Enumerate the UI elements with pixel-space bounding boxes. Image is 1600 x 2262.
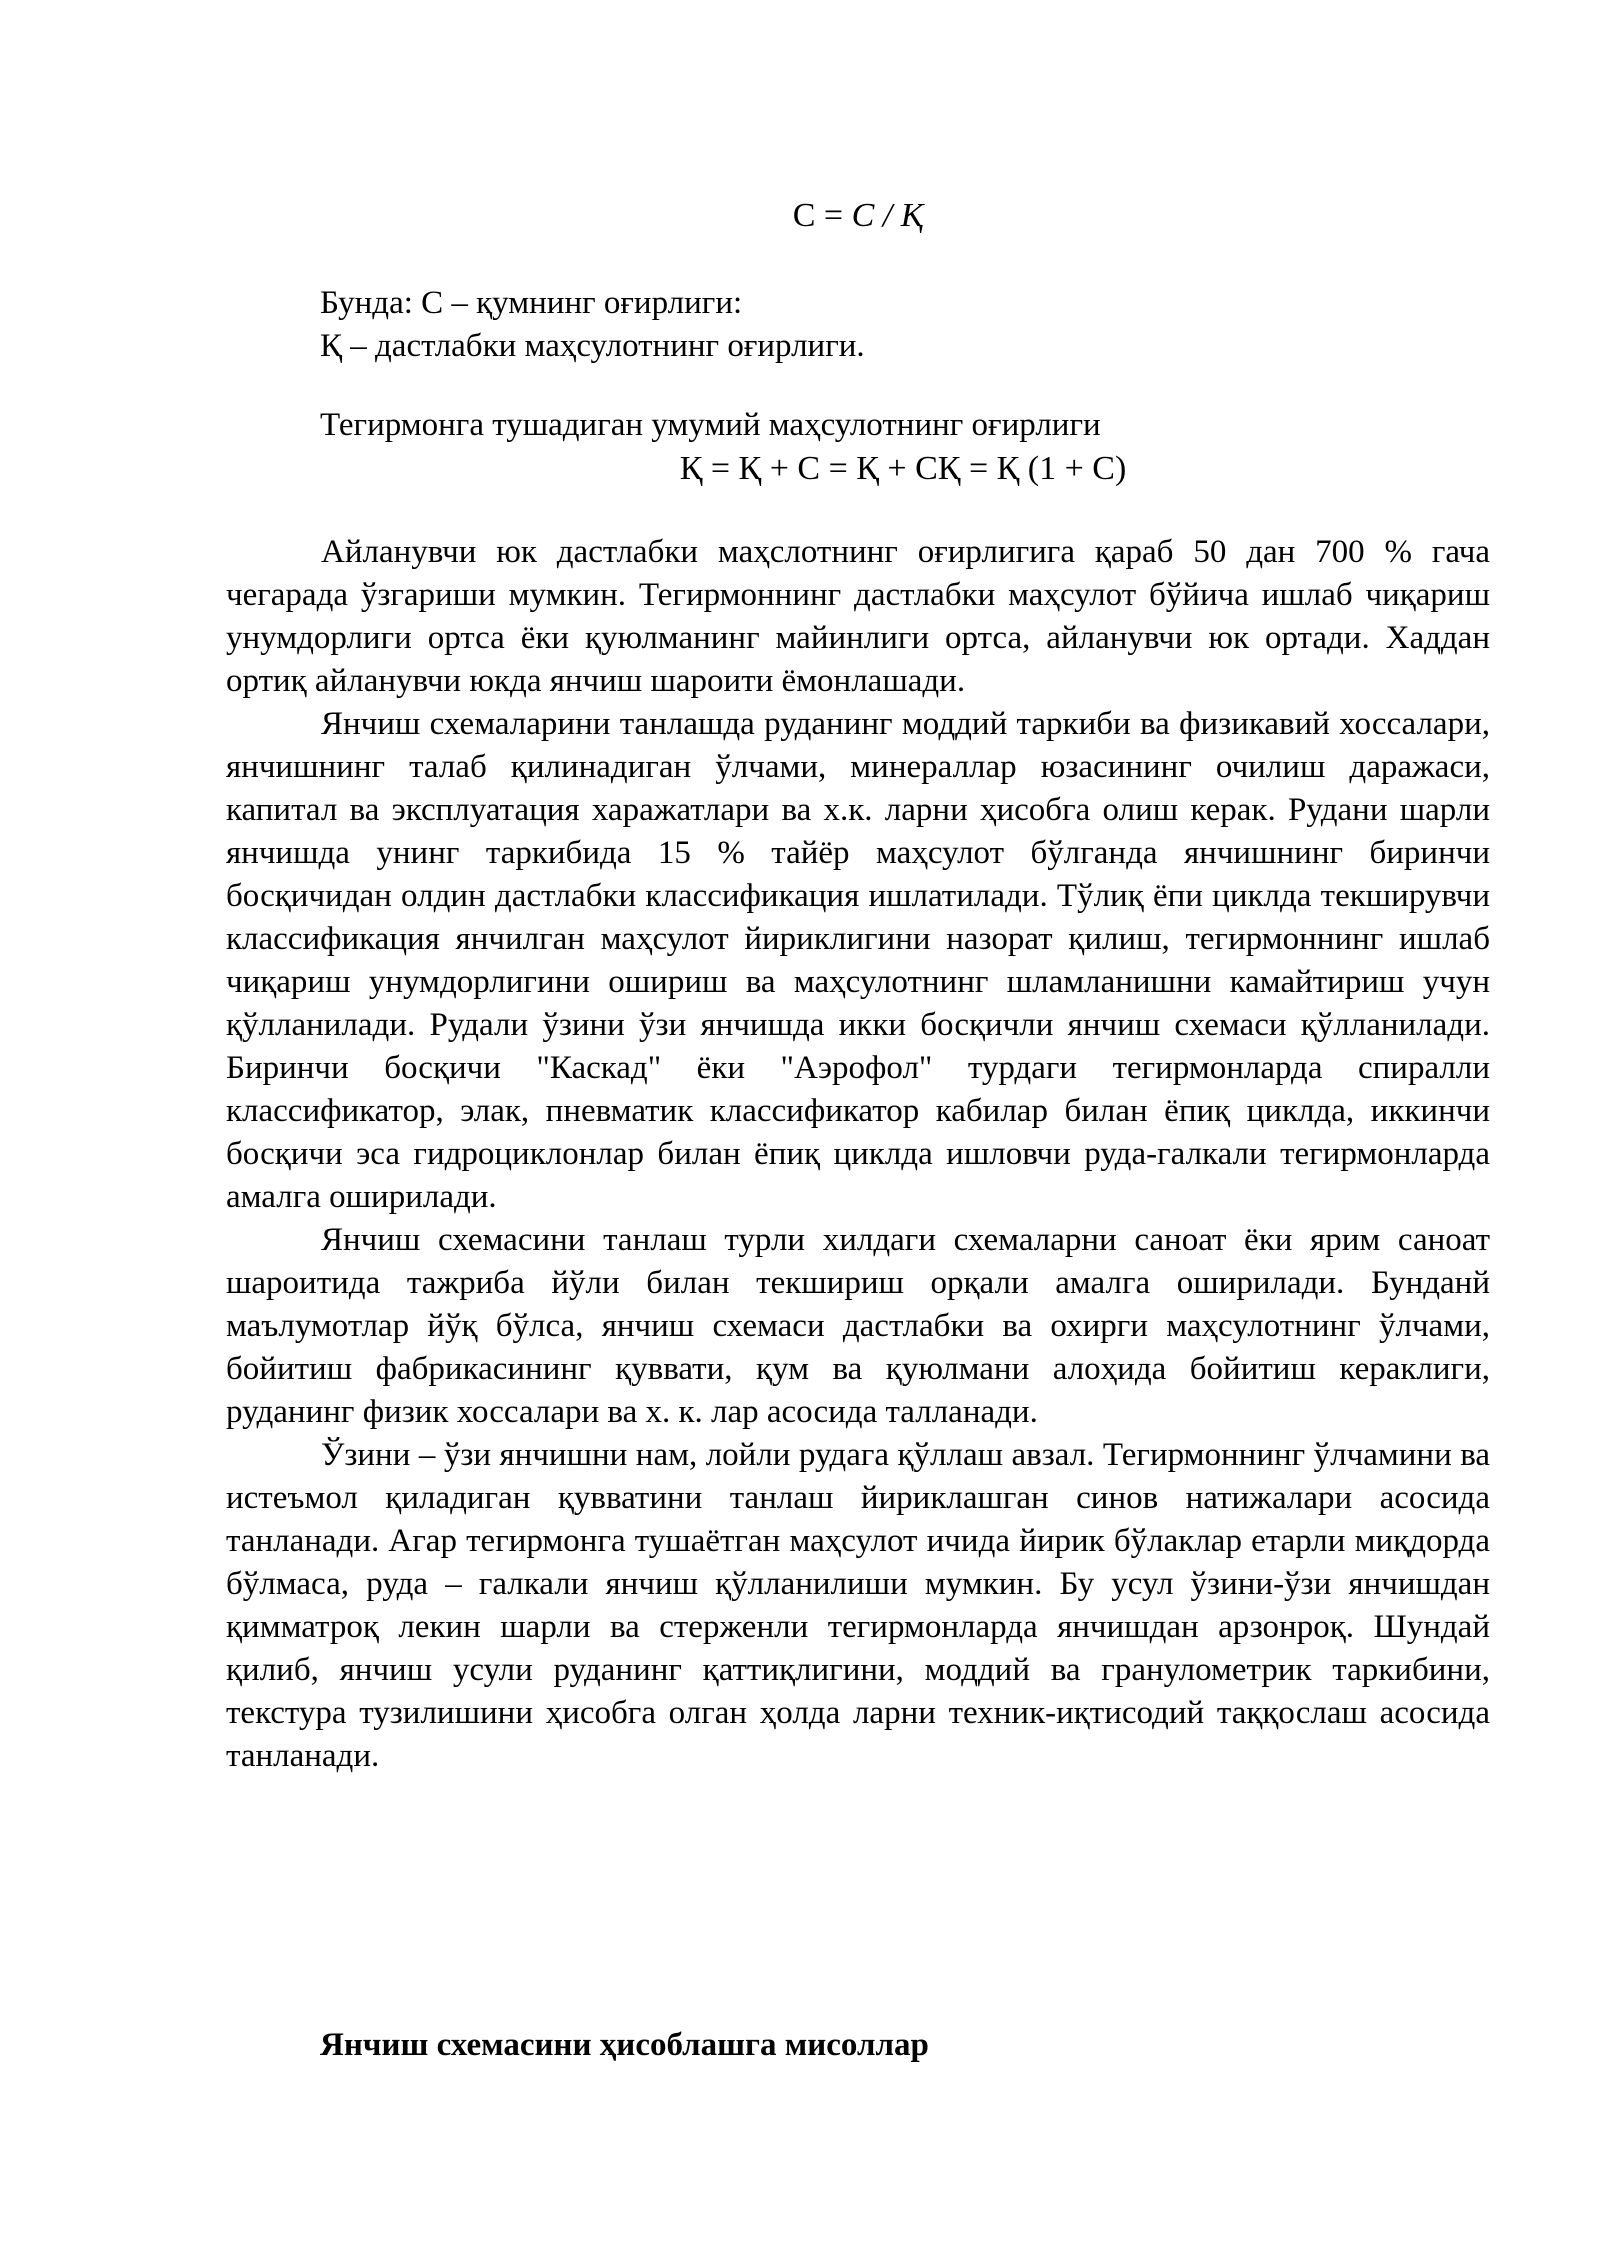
- definition-line-sand-weight: Бунда: С – қумнинг оғирлиги:: [320, 285, 743, 321]
- total-weight-caption: Тегирмонга тушадиган умумий маҳсулотнинг оғирлиги: [320, 407, 1101, 443]
- body-text: [226, 531, 1490, 1778]
- formula-definitions: [320, 282, 865, 368]
- formula-total-weight: Қ = Қ + С = Қ + СҚ = Қ (1 + С): [679, 450, 1127, 487]
- section-heading-examples: Янчиш схемасини ҳисоблашга мисоллар: [320, 2027, 929, 2063]
- formula-italic-part: С / Қ: [851, 197, 924, 234]
- definition-line-initial-product-weight: Қ – дастлабки маҳсулотнинг оғирлиги.: [320, 328, 865, 364]
- paragraph-self-grinding: Ўзини – ўзи янчишни нам, лойли рудага қўллаш авзал. Тегирмоннинг ўлчамини ва истеъмол қиладиган қувватини танлаш йириклашган синов натижалари асосида танланади. Агар тегирмонга тушаётган маҳсулот ичида йирик бўлаклар етарли миқдорда бўлмаса, руда – галкали янчиш қўлланилиши мумкин. Бу усул ўзини-ўзи янчишдан қимматроқ лекин шарли ва стерженли тегирмонларда янчишдан арзонроқ. Шундай қилиб, янчиш усули руданинг қаттиқлигини, моддий ва гранулометрик таркибини, текстура тузилишини ҳисобга олган ҳолда ларни техник-иқтисодий таққослаш асосида танланади.: [226, 1437, 1490, 1774]
- paragraph-circulating-load: Айланувчи юк дастлабки маҳслотнинг оғирлигига қараб 50 дан 700 % гача чегарада ўзгариши мумкин. Тегирмоннинг дастлабки маҳсулот бўйича ишлаб чиқариш унумдорлиги ортса ёки қуюлманинг майинлиги ортса, айланувчи юк ортади. Хаддан ортиқ айланувчи юкда янчиш шароити ёмонлашади.: [226, 534, 1490, 699]
- formula-circulating-load: [226, 194, 1490, 237]
- paragraph-grinding-scheme-selection: Янчиш схемаларини танлашда руданинг моддий таркиби ва физикавий хоссалари, янчишнинг талаб қилинадиган ўлчами, минераллар юзасининг очилиш даражаси, капитал ва эксплуатация харажатлари ва х.к. ларни ҳисобга олиш керак. Рудани шарли янчишда унинг таркибида 15 % тайёр маҳсулот бўлганда янчишнинг биринчи босқичидан олдин дастлабки классификация ишлатилади. Тўлиқ ёпи циклда текширувчи классификация янчилган маҳсулот йириклигини назорат қилиш, тегирмоннинг ишлаб чиқариш унумдорлигини ошириш ва маҳсулотнинг шламланишни камайтириш учун қўлланилади. Рудали ўзини ўзи янчишда икки босқичли янчиш схемаси қўлланилади. Биринчи босқичи "Каскад" ёки "Аэрофол" турдаги тегирмонларда спиралли классификатор, элак, пневматик классификатор кабилар билан ёпиқ циклда, иккинчи босқичи эса гидроциклонлар билан ёпиқ циклда ишловчи руда-галкали тегирмонларда амалга оширилади.: [226, 706, 1490, 1215]
- formula-normal-part: С =: [792, 197, 852, 234]
- paragraph-scheme-testing: Янчиш схемасини танлаш турли хилдаги схемаларни саноат ёки ярим саноат шароитида тажриба йўли билан текшириш орқали амалга оширилади. Бунданй маълумотлар йўқ бўлса, янчиш схемаси дастлабки ва охирги маҳсулотнинг ўлчами, бойитиш фабрикасининг қуввати, қум ва қуюлмани алоҳида бойитиш кераклиги, руданинг физик хоссалари ва х. к. лар асосида талланади.: [226, 1222, 1490, 1430]
